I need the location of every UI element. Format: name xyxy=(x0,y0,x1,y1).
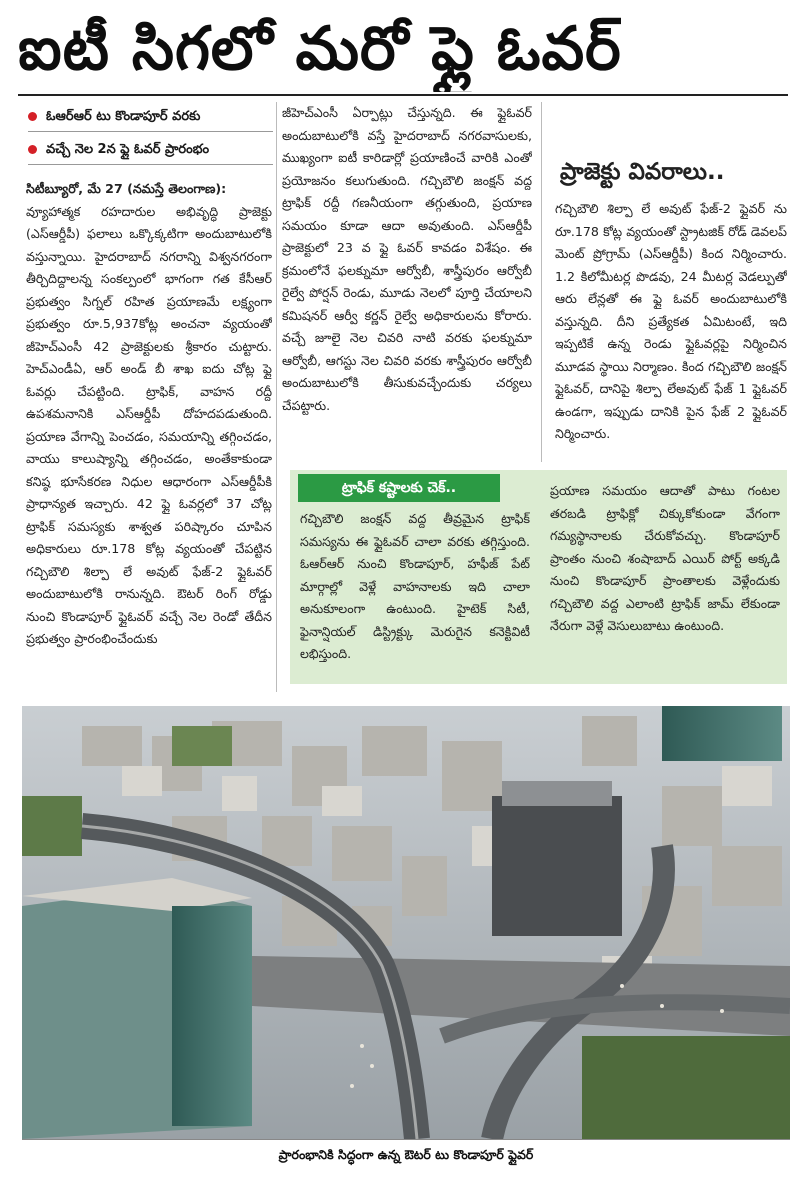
flyover-photo-illustration xyxy=(22,706,790,1139)
article-column-2 xyxy=(282,102,532,462)
red-bullet-icon xyxy=(28,145,37,154)
bullet-item xyxy=(28,138,273,165)
traffic-box-body-2: ప్రయాణ సమయం ఆదాతో పాటు గంటల తరబడి ట్రాఫిక్లో చిక్కుకోకుండా వేగంగా గమ్యస్థానాలకు చేరుకోవచ్చు. కొండాపూర్ ప్రాంతం నుంచి శంషాబాద్ ఎయిర్ పోర్ట్ అక్కడి నుంచి కొండాపూర్ ప్రాంతాలకు వెళ్లేందుకు గచ్చిబౌలి వద్ద ఎలాంటి ట్రాఫిక్ జామ్ లేకుండా నేరుగా వెళ్లే వెసులుబాటు ఉంటుంది. xyxy=(550,483,780,633)
bullet-text: వచ్చే నెల 2న ఫ్లై ఓవర్ ప్రారంభం xyxy=(46,142,210,157)
project-details-body: గచ్చిబౌలి శిల్పా లే అవుట్ ఫేజ్-2 ఫ్లైవర్ ను రూ.178 కోట్ల వ్యయంతో స్ట్రాటజిక్ రోడ్ డెవలప్ మెంట్ ప్రోగ్రామ్ (ఎస్ఆర్డీపీ) కింద నిర్మించారు. 1.2 కిలోమీటర్ల పొడవు, 24 మీటర్ల వెడల్పుతో ఆరు లేన్లతో ఈ ఫ్లై ఓవర్ అందుబాటులోకి వస్తున్నది. దీని ప్రత్యేకత ఏమిటంటే, ఇది ఇప్పటికే ఉన్న రెండు ఫ్లైఓవర్లపై నిర్మించిన మూడవ స్థాయి నిర్మాణం. కింద గచ్చిబౌలి జంక్షన్ ఫ్లైఓవర్, దానిపై శిల్పా లేఅవుట్ ఫేజ్ 1 ఫ్లైఓవర్ ఉండగా, ఇప్పుడు దానికి పైన ఫేజ్ 2 ఫ్లైఓవర్ నిర్మించారు. xyxy=(555,201,787,441)
bullet-item xyxy=(28,105,273,132)
red-bullet-icon xyxy=(28,112,37,121)
traffic-box-column-1 xyxy=(300,508,530,678)
headline: ఐటీ సిగలో మరో ఫ్లై ఓవర్ xyxy=(18,14,622,84)
project-details-heading: ప్రాజెక్టు వివరాలు.. xyxy=(560,159,725,185)
article-body-2: జీహెచ్ఎంసీ ఏర్పాట్లు చేస్తున్నది. ఈ ఫ్లైఓవర్ అందుబాటులోకి వస్తే హైదరాబాద్ నగరవాసులకు, ముఖ్యంగా ఐటీ కారిడార్లో ప్రయాణించే వారికి ఎంతో ప్రయోజనం కలుగుతుంది. గచ్చిబౌలి జంక్షన్ వద్ద ట్రాఫిక్ రద్దీ గణనీయంగా తగ్గుతుంది, ప్రయాణ సమయం కూడా ఆదా అవుతుంది. ఎస్ఆర్డీపీ ప్రాజెక్టులో 23 వ ఫ్లై ఓవర్ కావడం విశేషం. ఈ క్రమంలోనే ఫలక్నుమా ఆర్వోబీ, శాస్త్రీపురం ఆర్వోబీ రైల్వే పోర్షన్ రెండు, మూడు నెలలో పూర్తి చేయాలని కమిషనర్ ఆర్వీ కర్ణన్ రైల్వే అధికారులను కోరారు. వచ్చే జూలై నెల చివరి నాటి వరకు ఫలక్నుమా ఆర్వోబీ, ఆగస్టు నెల చివరి వరకు శాస్త్రీపురం ఆర్వోబీ అందుబాటులోకి తీసుకువచ్చేందుకు చర్యలు చేపట్టారు. xyxy=(282,105,532,413)
bullet-text: ఓఆర్ఆర్ టు కొండాపూర్ వరకు xyxy=(46,109,201,124)
traffic-box-label: ట్రాఫిక్ కష్టాలకు చెక్.. xyxy=(298,474,500,502)
photo-caption: ప్రారంభానికి సిద్ధంగా ఉన్న ఔటర్ టు కొండాపూర్ ఫ్లైవర్ xyxy=(22,1139,790,1170)
article-column-3 xyxy=(555,198,787,468)
article-body-1: వ్యూహాత్మక రహదారుల అభివృద్ధి ప్రాజెక్టు (ఎస్ఆర్డీపీ) ఫలాలు ఒక్కొక్కటిగా అందుబాటులోకి వస్తున్నాయి. హైదరాబాద్ నగరాన్ని విశ్వనగరంగా తీర్చిదిద్దాలన్న సంకల్పంలో భాగంగా గత కేసీఆర్ ప్రభుత్వం సిగ్నల్ రహిత ప్రయాణమే లక్ష్యంగా ప్రభుత్వం రూ.5,937కోట్ల అంచనా వ్యయంతో జీహెచ్ఎంసీ 42 ప్రాజెక్టులకు శ్రీకారం చుట్టారు. హెచ్ఎండీఏ, ఆర్ అండ్ బీ శాఖ ఐదు చోట్ల ఫ్లై ఓవర్లు చేపట్టింది. ట్రాఫిక్, వాహన రద్దీ ఉపశమనానికి ఎస్ఆర్డీపీ దోహదపడుతుంది. ప్రయాణ వేగాన్ని పెంచడం, సమయాన్ని తగ్గించడం, వాయు కాలుష్యాన్ని తగ్గించడం, అంతేకాకుండా కనిష్ఠ భూసేకరణ నిధుల ఆధారంగా ఎస్ఆర్డీపీకి ప్రాధాన్యత ఇచ్చారు. 42 ఫ్లై ఓవర్లలో 37 చోట్ల ట్రాఫిక్ సమస్యకు శాశ్వత పరిష్కారం చూపిన అధికారులు రూ.178 కోట్ల వ్యయంతో చేపట్టిన గచ్చిబౌలి శిల్పా లే అవుట్ ఫేజ్-2 ఫ్లైఓవర్ అందుబాటులోకి రానున్నది. ఔటర్ రింగ్ రోడ్డు నుంచి కొండాపూర్ ఫ్లైఓవర్ వచ్చే నెల రెండో తేదీన ప్రభుత్వం ప్రారంభించేందుకు xyxy=(26,203,272,646)
column-divider xyxy=(541,102,542,462)
article-column-1 xyxy=(26,178,272,698)
dateline: సిటీబ్యూరో, మే 27 (నమస్తే తెలంగాణ): xyxy=(26,181,227,196)
subheadline-bullets xyxy=(28,105,273,171)
flyover-aerial-photo xyxy=(22,706,790,1139)
traffic-box-column-2 xyxy=(550,480,780,680)
column-divider xyxy=(276,102,277,692)
traffic-box-body-1: గచ్చిబౌలి జంక్షన్ వద్ద తీవ్రమైన ట్రాఫిక్ సమస్యను ఈ ఫ్లైఓవర్ చాలా వరకు తగ్గిస్తుంది. ఓఆర్ఆర్ నుంచి కొండాపూర్, హఫీజ్ పేట్ మార్గాల్లో వెళ్లే వాహనాలకు ఇది చాలా అనుకూలంగా ఉంటుంది. హైటెక్ సిటీ, ఫైనాన్షియల్ డిస్ట్రిక్ట్కు మెరుగైన కనెక్టివిటీ లభిస్తుంది. xyxy=(300,511,530,661)
headline-rule xyxy=(18,94,788,96)
